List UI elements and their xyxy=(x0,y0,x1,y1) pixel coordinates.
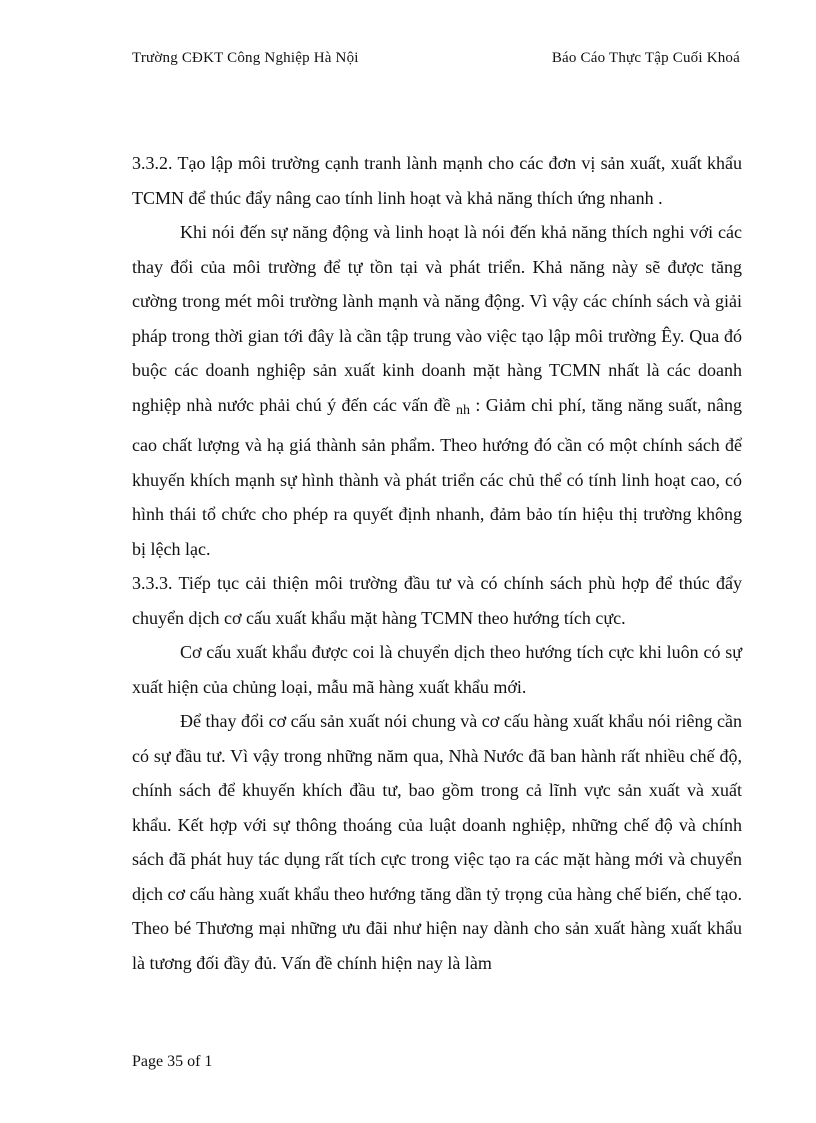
paragraph: Để thay đổi cơ cấu sản xuất nói chung và cơ cấu hàng xuất khẩu nói riêng cần có sự đầu tư. Vì vậy trong những năm qua, Nhà Nước đã ban hành rất nhiều chế độ, chính sách để khuyến khích đầu tư, bao gồm trong cả lĩnh vực sản xuất và xuất khẩu. Kết hợp với sự thông thoáng của luật doanh nghiệp, những chế độ và chính sách đã phát huy tác dụng rất tích cực trong việc tạo ra các mặt hàng mới và chuyển dịch cơ cấu hàng xuất khẩu theo hướng tăng dần tỷ trọng của hàng chế biến, chế tạo. Theo bé Thương mại những ưu đãi như hiện nay dành cho sản xuất hàng xuất khẩu là tương đối đầy đủ. Vấn đề chính hiện nay là làm xyxy=(132,711,742,973)
page-header xyxy=(132,50,740,67)
header-school-name: Trường CĐKT Công Nghiệp Hà Nội xyxy=(132,50,359,66)
paragraph: Cơ cấu xuất khẩu được coi là chuyển dịch theo hướng tích cực khi luôn có sự xuất hiện của chủng loại, mẫu mã hàng xuất khẩu mới. xyxy=(132,642,742,697)
subscript-text: nh xyxy=(456,402,470,418)
paragraph-text: : Giảm chi phí, tăng năng suất, nâng cao chất lượng và hạ giá thành sản phẩm. Theo hướng đó cần có một chính sách để khuyến khích mạnh sự hình thành và phát triển các chủ thể có tính linh hoạt cao, có hình thái tổ chức cho phép ra quyết định nhanh, đảm bảo tín hiệu thị trường không bị lệch lạc. xyxy=(132,394,743,559)
section-heading-3-3-3: 3.3.3. Tiếp tục cải thiện môi trường đầu tư và có chính sách phù hợp để thúc đẩy chuyển dịch cơ cấu xuất khẩu mặt hàng TCMN theo hướng tích cực. xyxy=(132,573,742,628)
section-heading-3-3-2: 3.3.2. Tạo lập môi trường cạnh tranh lành mạnh cho các đơn vị sản xuất, xuất khẩu TCMN để thúc đẩy nâng cao tính linh hoạt và khả năng thích ứng nhanh . xyxy=(132,153,742,208)
page-footer xyxy=(132,1053,212,1071)
page-number: Page 35 of 1 xyxy=(132,1053,213,1070)
paragraph xyxy=(132,215,742,566)
document-body xyxy=(132,146,742,980)
paragraph-text: Khi nói đến sự năng động và linh hoạt là nói đến khả năng thích nghi với các thay đổi của môi trường để tự tồn tại và phát triển. Khả năng này sẽ được tăng cường trong mét môi trường lành mạnh và năng động. Vì vậy các chính sách và giải pháp trong thời gian tới đây là cần tập trung vào việc tạo lập môi trường Êy. Qua đó buộc các doanh nghiệp sản xuất kinh doanh mặt hàng TCMN nhất là các doanh nghiệp nhà nước phải chú ý đến các vấn đề xyxy=(132,222,742,415)
header-report-title: Báo Cáo Thực Tập Cuối Khoá xyxy=(551,50,740,66)
